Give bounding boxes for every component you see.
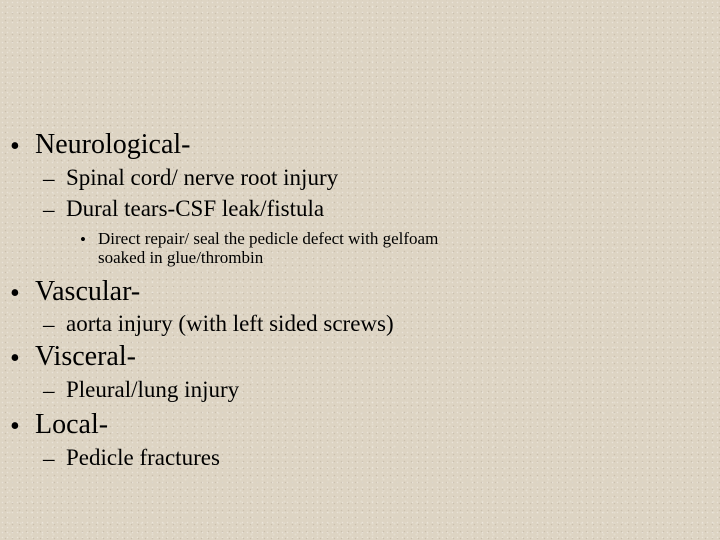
sub-sub-bullet-direct-repair-line2: soaked in glue/thrombin (98, 248, 264, 267)
sub-bullet-aorta-injury: aorta injury (with left sided screws) (66, 311, 394, 336)
bullet-neurological: Neurological- (35, 129, 191, 160)
bullet-local: Local- (35, 409, 109, 440)
dash-marker: – (43, 312, 55, 337)
bullet-marker: • (10, 343, 20, 374)
sub-bullet-pleural-lung: Pleural/lung injury (66, 377, 240, 402)
bullet-marker: • (80, 230, 86, 249)
bullet-vascular: Vascular- (35, 276, 141, 307)
bullet-marker: • (10, 131, 20, 162)
sub-sub-bullet-direct-repair-line1: Direct repair/ seal the pedicle defect with gelfoam (98, 229, 439, 248)
bullet-visceral: Visceral- (35, 341, 136, 372)
sub-bullet-dural-tears: Dural tears-CSF leak/fistula (66, 196, 325, 221)
dash-marker: – (43, 166, 55, 191)
bullet-marker: • (10, 278, 20, 309)
sub-bullet-pedicle-fractures: Pedicle fractures (66, 445, 220, 470)
dash-marker: – (43, 378, 55, 403)
bullet-marker: • (10, 411, 20, 442)
sub-bullet-spinal-cord: Spinal cord/ nerve root injury (66, 165, 339, 190)
dash-marker: – (43, 446, 55, 471)
dash-marker: – (43, 197, 55, 222)
